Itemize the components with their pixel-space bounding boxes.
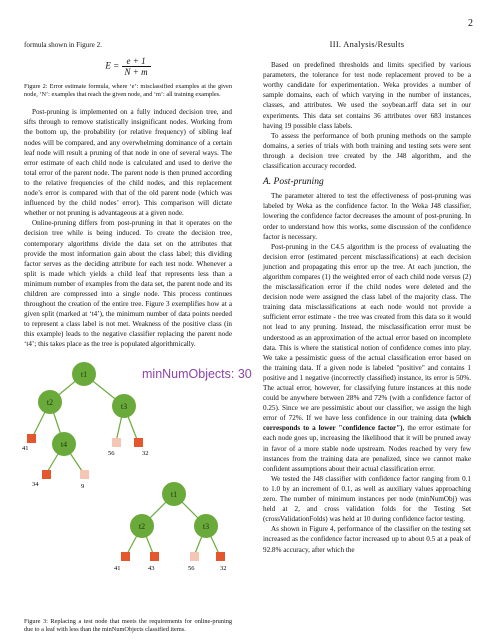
paragraph-online-pruning: Online-pruning differs from post-pruning in that it operates on the decision tree while is being induced. To create the decision tree, contemporary algorithms divide the data set on the attributes that provide the most information gain about the class label; this dividing factor serves as the deciding attribute for each test node. Whenever a split is made which yields a child leaf that represents less than a minimum number of examples from the data set, the parent node and its children are compressed into a single node. This process continues throughout the creation of the entire tree. Figure 3 exemplifies how at a given split (marked at ‘t4’), the minimum number of data points needed to represent a class label is not met. Weakness of the positive class (in this example) leads to the negative classifier replacing the parent node ‘t4’; this takes place as the tree is populated algorithmically. — [24, 219, 232, 349]
tree2-leaf-count-c: 56 — [188, 564, 195, 572]
bold-text-segment: (which corresponds to a lower "confidence factor") — [263, 414, 471, 433]
tree2-label-t2: t2 — [138, 521, 146, 531]
tree1-leaf-positive — [80, 470, 89, 479]
section-heading: III. Analysis/Results — [329, 40, 405, 49]
formula-lhs: E = — [105, 60, 120, 71]
paragraph-assessment: To assess the performance of both pruning methods on the sample domains, a series of trials with both training and testing sets were sent through a decision tree created by the J48 algorithm, and the classification accuracy recorded. — [263, 131, 471, 171]
tree2-label-t1: t1 — [170, 489, 178, 499]
subsection-heading: A. Post-pruning — [263, 177, 324, 188]
tree1-leaf-count-e: 9 — [81, 482, 85, 490]
paragraph-figure-4-results: As shown in Figure 4, performance of the classifier on the testing set increased as the confidence factor increased up to about 0.5 at a peak of 92.8% accuracy, after which the — [263, 525, 471, 554]
right-column — [263, 40, 471, 555]
paragraph-results-intro: Based on predefined thresholds and limits specified by various parameters, the tolerance for test node replacement proved to be a worthy candidate for experimentation. Weka provides a number of sample domains, each of which varying in the number of instances, classes, and attributes. We used the soybean.arff data set in our experiments. This data set contains 36 attributes over 683 instances having 19 possible class labels. — [263, 61, 471, 130]
tree2-leaf-negative — [121, 552, 130, 561]
tree1-leaf-positive — [112, 438, 121, 447]
tree1-leaf-count-b: 56 — [108, 449, 115, 457]
tree2-leaf-negative — [150, 552, 159, 561]
figure-3-title: minNumObjects: 30 — [142, 366, 252, 381]
tree2-leaf-count-a: 41 — [114, 564, 121, 572]
left-column — [22, 40, 252, 642]
page-number: 2 — [468, 18, 473, 29]
paragraph-c45-post-pruning — [263, 242, 471, 474]
tree1-edges — [32, 374, 138, 474]
tree1-leaf-negative — [134, 438, 143, 447]
tree2-leaf-count-b: 43 — [148, 564, 155, 572]
intro-text: formula shown in Figure 2. — [24, 41, 102, 49]
figure-3-caption: Figure 3: Replacing a test node that meets the requirements for online-pruning due to a leaf with less than the minNumObjects classified items. — [24, 617, 232, 633]
paragraph-confidence-factor: The parameter altered to test the effectiveness of post-pruning was labeled by Weka as the confidence factor. In the Weka J48 classifier, lowering the confidence factor decreases the amount of post-pruning. In order to understand how this works, some discussion of the confidence factor is necessary. — [263, 192, 471, 241]
figure-2-caption: Figure 2: Error estimate formula, where ‘e’: misclassified examples at the given node, ‘N’: examples that reach the given node, and ‘m’: all training examples. — [24, 83, 232, 99]
paragraph-j48-testing: We tested the J48 classifier with confidence factor ranging from 0.1 to 1.0 by an increment of 0.1, as well as auxiliary values approaching zero. The number of minimum instances per node (minNumObj) was held at 2, and cross validation folds for the Testing Set (crossValidationFolds) was held at 10 during confidence factor testing. — [263, 474, 471, 524]
tree1-label-t1: t1 — [80, 369, 88, 379]
formula-fraction — [122, 56, 151, 77]
tree1-leaf-count-a: 41 — [22, 444, 29, 452]
figure-3 — [22, 356, 252, 616]
tree1-label-t4: t4 — [60, 439, 68, 449]
tree2-leaf-positive — [190, 552, 199, 561]
tree1-label-t3: t3 — [120, 401, 128, 411]
tree2-leaf-count-d: 32 — [220, 564, 227, 572]
tree2-label-t3: t3 — [202, 521, 210, 531]
figure-3-tree-diagram — [22, 356, 252, 606]
formula-numerator: e + 1 — [122, 56, 151, 67]
error-formula — [24, 56, 232, 77]
tree1-leaf-count-d: 34 — [32, 480, 39, 488]
tree1-leaf-negative — [42, 470, 51, 479]
tree1-leaf-count-c: 32 — [142, 449, 149, 457]
paragraph-post-pruning: Post-pruning is implemented on a fully induced decision tree, and sifts through to remove statistically insignificant nodes. Working from the bottom up, the probability (or relative frequency) of sibling leaf nodes will be compared, and any overwhelming dominance of a certain leaf node will result a pruning of that node in one of several ways. The error estimate of each child node is calculated and used to derive the total error of the parent node. The parent node is then pruned according to the relative frequencies of the child nodes, and this replacement node’s error is compared with that of the old parent node (which was influenced by the child nodes’ error). This comparison will dictate whether or not pruning is advantageous at a given node. — [24, 108, 232, 218]
text-segment: Post-pruning in the C4.5 algorithm is the process of evaluating the decision error (estimated percent misclassifications) at each decision junction and propagating this error up the tree. At each junction, the algorithm compares (1) the weighted error of each child node versus (2) the misclassification error if the child nodes were deleted and the decision node were assigned the class label of the majority class. The training data misclassifications at each node would not provide a sufficient error estimate - the tree was created from this data so it would not lead to any pruning. Instead, the misclassification error must be understood as an approximation of the actual error based on incomplete data. This is where the statistical notion of confidence comes into play. We take a pessimistic guess of the actual classification error based on the training data. If a given node is labeled "positive" and contains 1 positive and 1 negative (incorrectly classified) instance, its error is 50%. The actual error, however, for classifying future instances at this node could be anywhere between 28% and 72% (with a confidence factor of 0.25). Since we are pessimistic about our classifier, we assign the high error of 72%. If we have less confidence in our training data — [263, 242, 471, 423]
tree1-leaf-negative — [27, 434, 36, 443]
tree2-leaf-negative — [216, 552, 225, 561]
text-segment: , the error estimate for each node goes up, increasing the likelihood that it will be pruned away in favor of a more stable node upstream. Nodes reached by very few instances from the training data are penalized, since we cannot make confident assumptions about their actual classification error. — [263, 424, 471, 473]
formula-denominator: N + m — [124, 67, 148, 78]
tree1-label-t2: t2 — [46, 397, 54, 407]
